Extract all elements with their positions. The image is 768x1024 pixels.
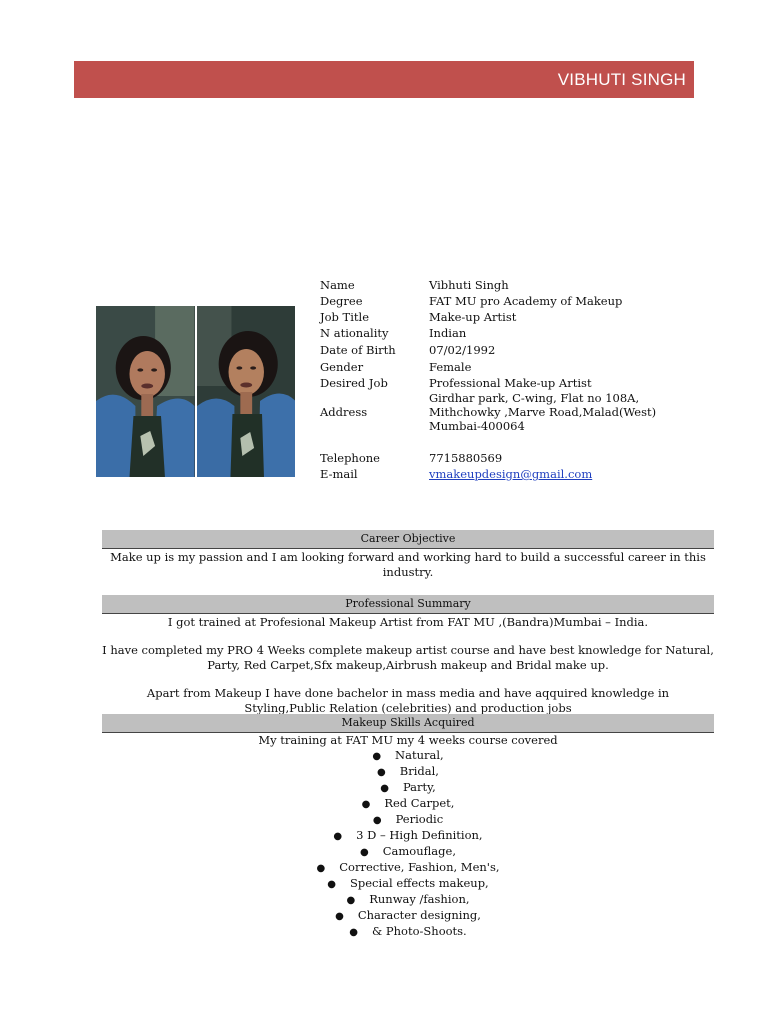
header-bar bbox=[74, 61, 694, 98]
career-objective-text: Make up is my passion and I am looking forward and working hard to build a successful career in this industry. bbox=[110, 550, 706, 579]
info-label: Telephone bbox=[320, 451, 380, 465]
list-item: ● 3 D – High Definition, bbox=[333, 828, 483, 842]
list-item: ● Red Carpet, bbox=[361, 796, 455, 810]
info-value: Female bbox=[429, 360, 472, 374]
list-item: ● Natural, bbox=[372, 748, 444, 762]
career-objective-heading: Career Objective bbox=[102, 530, 714, 549]
bullet-icon: ● bbox=[377, 767, 386, 778]
info-label: E-mail bbox=[320, 467, 358, 481]
bullet-icon: ● bbox=[372, 815, 382, 826]
info-label: Gender bbox=[320, 360, 364, 374]
portrait-left bbox=[96, 306, 195, 477]
list-item: ● Corrective, Fashion, Men's, bbox=[316, 860, 500, 874]
info-value: Professional Make-up Artist bbox=[429, 376, 592, 390]
list-item: ● & Photo-Shoots. bbox=[349, 924, 467, 938]
summary-paragraph-3: Apart from Makeup I have done bachelor in mass media and have aqquired knowledge in Styling,Public Relation (celebrities) and production jobs bbox=[146, 686, 670, 715]
bullet-icon: ● bbox=[316, 863, 326, 874]
summary-paragraph-2: I have completed my PRO 4 Weeks complete makeup artist course and have best knowledge for Natural, Party, Red Carpet,Sfx makeup,Airbrush makeup and Bridal make up. bbox=[102, 643, 714, 672]
skills-list bbox=[102, 733, 714, 940]
info-value: FAT MU pro Academy of Makeup bbox=[429, 294, 623, 308]
portrait-right bbox=[197, 306, 296, 477]
portrait-photo bbox=[96, 306, 295, 477]
skills-intro: My training at FAT MU my 4 weeks course covered bbox=[258, 733, 558, 747]
info-value: Indian bbox=[429, 326, 467, 340]
bullet-icon: ● bbox=[349, 927, 359, 938]
info-label: Date of Birth bbox=[320, 343, 396, 357]
list-item: ● Special effects makeup, bbox=[327, 876, 489, 890]
address-line-1: Girdhar park, C-wing, Flat no 108A, bbox=[429, 391, 640, 405]
bullet-icon: ● bbox=[346, 895, 356, 906]
bullet-icon: ● bbox=[335, 911, 344, 922]
email-link[interactable]: vmakeupdesign@gmail.com bbox=[429, 467, 593, 481]
bullet-icon: ● bbox=[333, 831, 343, 842]
info-value: 07/02/1992 bbox=[429, 343, 496, 357]
info-label: Name bbox=[320, 278, 355, 292]
info-value: Vibhuti Singh bbox=[429, 278, 509, 292]
professional-summary-heading: Professional Summary bbox=[102, 595, 714, 614]
info-label: Job Title bbox=[320, 310, 370, 324]
address-line-3: Mumbai-400064 bbox=[429, 419, 525, 433]
bullet-icon: ● bbox=[360, 847, 369, 858]
info-label: N ationality bbox=[320, 326, 389, 340]
list-item: ● Bridal, bbox=[377, 764, 439, 778]
telephone-value: 7715880569 bbox=[429, 451, 503, 465]
info-label: Desired Job bbox=[320, 376, 388, 390]
list-item: ● Party, bbox=[380, 780, 436, 794]
list-item: ● Camouflage, bbox=[360, 844, 456, 858]
bullet-icon: ● bbox=[361, 799, 371, 810]
bullet-icon: ● bbox=[327, 879, 336, 890]
info-label: Address bbox=[320, 405, 368, 419]
bullet-icon: ● bbox=[372, 751, 382, 762]
info-label: Degree bbox=[320, 294, 363, 308]
bullet-icon: ● bbox=[380, 783, 389, 794]
info-value: Make-up Artist bbox=[429, 310, 517, 324]
list-item: ● Periodic bbox=[372, 812, 444, 826]
candidate-name-title: VIBHUTI SINGH bbox=[557, 70, 686, 89]
list-item: ● Character designing, bbox=[335, 908, 481, 922]
list-item: ● Runway /fashion, bbox=[346, 892, 470, 906]
skills-heading: Makeup Skills Acquired bbox=[102, 714, 714, 733]
address-line-2: Mithchowky ,Marve Road,Malad(West) bbox=[429, 405, 657, 419]
summary-paragraph-1: I got trained at Profesional Makeup Artist from FAT MU ,(Bandra)Mumbai – India. bbox=[167, 615, 649, 629]
